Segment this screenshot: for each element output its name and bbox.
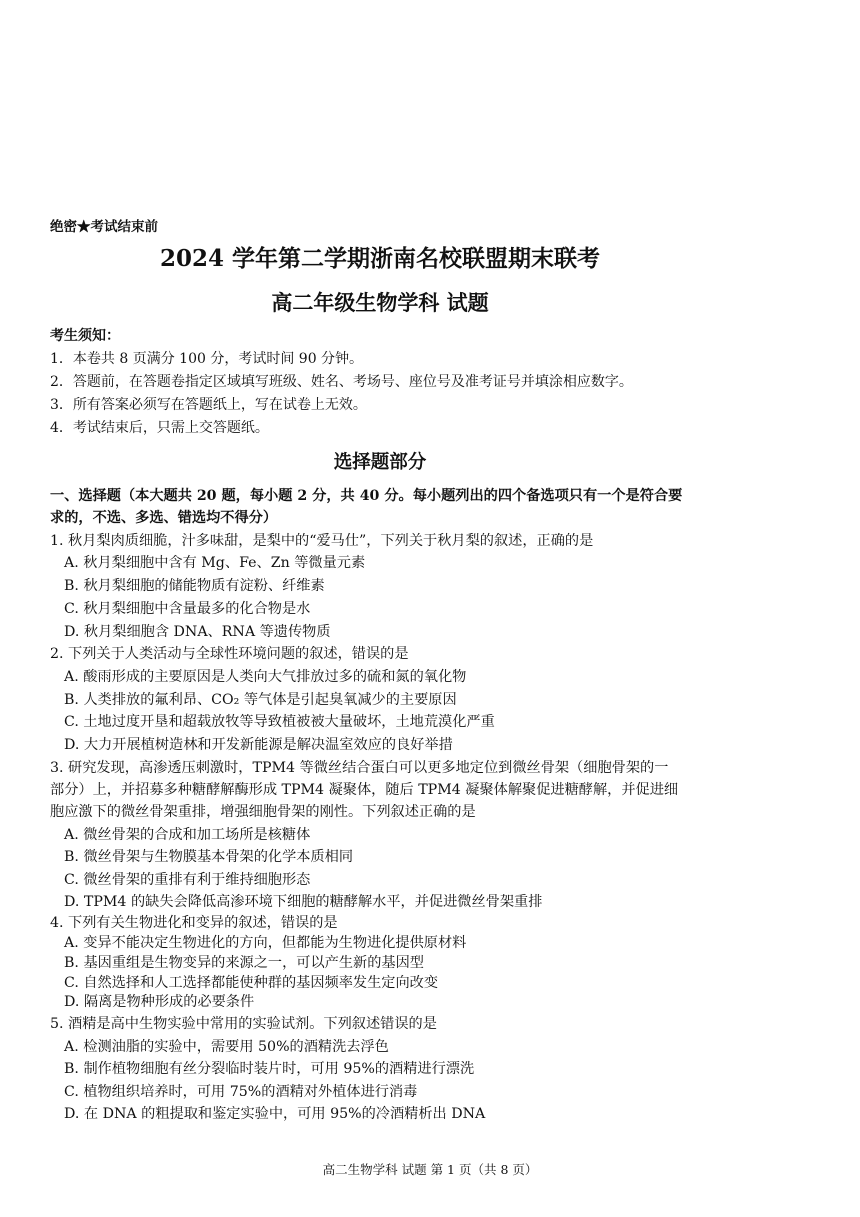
confidential-label: 绝密★考试结束前 (50, 219, 158, 235)
question-1-option-c: C. 秋月梨细胞中含量最多的化合物是水 (64, 601, 311, 617)
notice-item: 1．本卷共 8 页满分 100 分，考试时间 90 分钟。 (50, 351, 364, 367)
question-3-option-a: A. 微丝骨架的合成和加工场所是核糖体 (64, 827, 311, 843)
question-2-stem: 2. 下列关于人类活动与全球性环境问题的叙述，错误的是 (50, 646, 409, 662)
section-title: 选择题部分 (333, 452, 427, 473)
question-5-option-c: C. 植物组织培养时，可用 75%的酒精对外植体进行消毒 (64, 1084, 418, 1100)
question-4-option-b: B. 基因重组是生物变异的来源之一，可以产生新的基因型 (64, 955, 424, 971)
question-2-option-c: C. 土地过度开垦和超载放牧等导致植被被大量破坏，土地荒漠化严重 (64, 714, 495, 730)
notice-item: 2．答题前，在答题卷指定区域填写班级、姓名、考场号、座位号及准考证号并填涂相应数字。 (50, 374, 633, 390)
notice-item: 3．所有答案必须写在答题纸上，写在试卷上无效。 (50, 397, 367, 413)
question-5-stem: 5. 酒精是高中生物实验中常用的实验试剂。下列叙述错误的是 (50, 1016, 437, 1032)
question-2-option-b: B. 人类排放的氟利昂、CO₂ 等气体是引起臭氧减少的主要原因 (64, 692, 457, 708)
question-5-option-d: D. 在 DNA 的粗提取和鉴定实验中，可用 95%的冷酒精析出 DNA (64, 1106, 486, 1122)
question-2-option-a: A. 酸雨形成的主要原因是人类向大气排放过多的硫和氮的氧化物 (64, 669, 467, 685)
question-1-option-d: D. 秋月梨细胞含 DNA、RNA 等遗传物质 (64, 624, 331, 640)
question-1-option-b: B. 秋月梨细胞的储能物质有淀粉、纤维素 (64, 578, 325, 594)
notice-item: 4．考试结束后，只需上交答题纸。 (50, 420, 269, 436)
question-5-option-a: A. 检测油脂的实验中，需要用 50%的酒精洗去浮色 (64, 1039, 389, 1055)
question-2-option-d: D. 大力开展植树造林和开发新能源是解决温室效应的良好举措 (64, 737, 453, 753)
question-4-option-d: D. 隔离是物种形成的必要条件 (64, 994, 255, 1010)
question-4-option-c: C. 自然选择和人工选择都能使种群的基因频率发生定向改变 (64, 975, 439, 991)
question-3-stem: 部分）上，并招募多种糖酵解酶形成 TPM4 凝聚体，随后 TPM4 凝聚体解聚促进糖酵解，并促进细 (50, 782, 679, 798)
notice-heading: 考生须知： (50, 328, 120, 344)
question-3-stem: 3. 研究发现，高渗透压刺激时，TPM4 等微丝结合蛋白可以更多地定位到微丝骨架（细胞骨架的一 (50, 760, 669, 776)
exam-subtitle: 高二年级生物学科 试题 (271, 290, 489, 315)
question-1-stem: 1. 秋月梨肉质细脆，汁多味甜，是梨中的“爱马仕”，下列关于秋月梨的叙述，正确的是 (50, 533, 594, 549)
question-3-option-c: C. 微丝骨架的重排有利于维持细胞形态 (64, 872, 311, 888)
question-3-stem: 胞应激下的微丝骨架重排，增强细胞骨架的刚性。下列叙述正确的是 (50, 804, 476, 820)
page-footer: 高二生物学科 试题 第 1 页（共 8 页） (322, 1162, 538, 1177)
question-3-option-d: D. TPM4 的缺失会降低高渗环境下细胞的糖酵解水平，并促进微丝骨架重排 (64, 894, 543, 910)
question-4-option-a: A. 变异不能决定生物进化的方向，但都能为生物进化提供原材料 (64, 935, 467, 951)
question-5-option-b: B. 制作植物细胞有丝分裂临时装片时，可用 95%的酒精进行漂洗 (64, 1061, 475, 1077)
question-4-stem: 4. 下列有关生物进化和变异的叙述，错误的是 (50, 915, 338, 931)
question-1-option-a: A. 秋月梨细胞中含有 Mg、Fe、Zn 等微量元素 (64, 555, 366, 571)
exam-title: 2024 学年第二学期浙南名校联盟期末联考 (159, 245, 601, 272)
question-3-option-b: B. 微丝骨架与生物膜基本骨架的化学本质相同 (64, 849, 354, 865)
section-instructions: 求的，不选、多选、错选均不得分） (50, 510, 278, 526)
section-instructions: 一、选择题（本大题共 20 题，每小题 2 分，共 40 分。每小题列出的四个备选项只有一个是符合要 (50, 488, 683, 504)
